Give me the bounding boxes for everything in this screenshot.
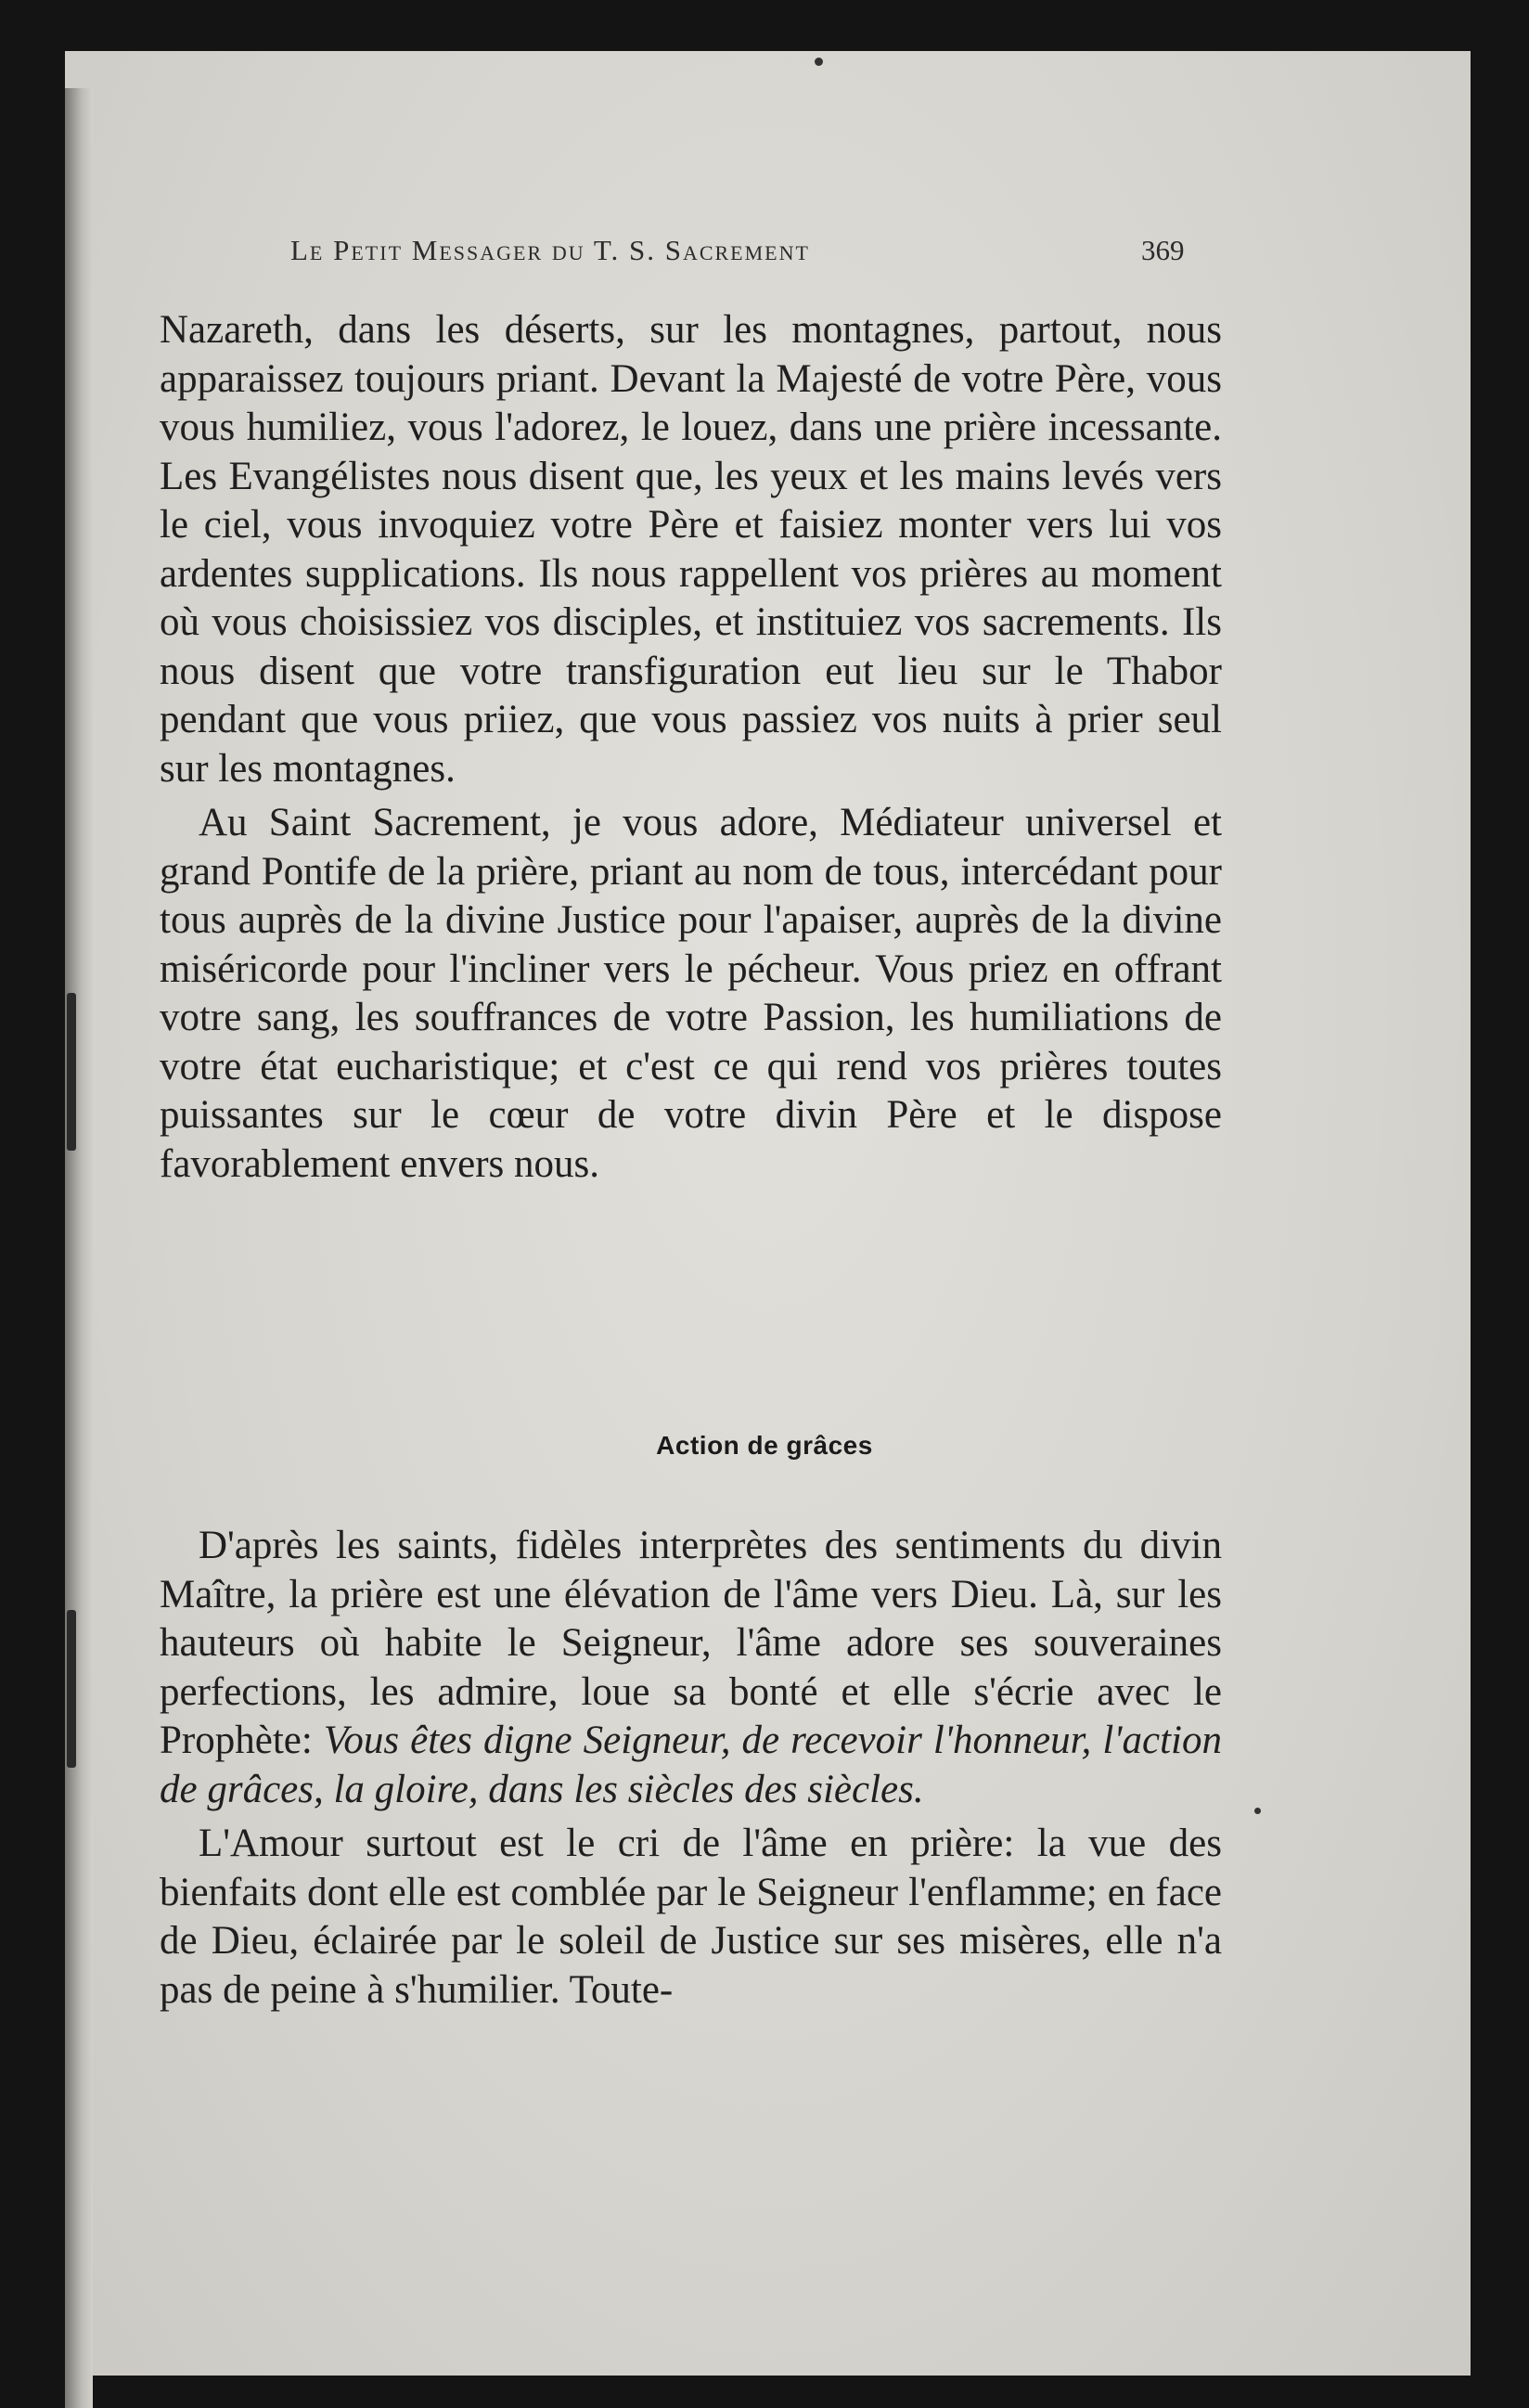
text-block-bottom — [160, 1522, 1222, 2015]
italic-quote: Vous êtes digne Seigneur, de recevoir l'honneur, l'action de grâces, la gloire, dans les siècles des siècles. — [160, 1719, 1222, 1811]
binding-staple-top — [67, 993, 76, 1151]
section-heading: Action de grâces — [656, 1431, 873, 1460]
page-number: 369 — [1141, 234, 1185, 266]
binding-staple-bottom — [67, 1610, 76, 1768]
page-binding-edge — [65, 88, 93, 2408]
paragraph-text: D'après les saints, fidèles interprètes des sentiments du divin Maître, la prière est une élévation de l'âme vers Dieu. Là, sur les hauteurs où habite le Seigneur, l'âme adore ses souveraines perfections, les admire, loue sa bonté et elle s'écrie avec le Prophète: — [160, 1524, 1222, 1762]
paragraph: Nazareth, dans les déserts, sur les montagnes, partout, nous apparaissez toujours priant. Devant la Majesté de votre Père, vous vous humiliez, vous l'adorez, le louez, dans une prière incessante. Les Evangélistes nous disent que, les yeux et les mains levés vers le ciel, vous invoquiez votre Père et faisiez monter vers lui vos ardentes supplications. Ils nous rappellent vos prières au moment où vous choisissiez vos disciples, et instituiez vos sacrements. Ils nous disent que votre transfiguration eut lieu sur le Thabor pendant que vous priiez, que vous passiez vos nuits à prier seul sur les montagnes. — [160, 308, 1222, 791]
text-block-top — [160, 306, 1222, 1189]
running-title: Le Petit Messager du T. S. Sacrement — [290, 234, 810, 266]
paragraph: Au Saint Sacrement, je vous adore, Médiateur universel et grand Pontife de la prière, priant au nom de tous, intercédant pour tous auprès de la divine Justice pour l'apaiser, auprès de la divine miséricorde pour l'incliner vers le pécheur. Vous priez en offrant votre sang, les souffrances de votre Passion, les humiliations de votre état eucharistique; et c'est ce qui rend vos prières toutes puissantes sur le cœur de votre divin Père et le dispose favorablement envers nous. — [160, 801, 1222, 1186]
print-speck — [1254, 1808, 1261, 1814]
print-speck — [815, 58, 823, 66]
paragraph — [160, 1522, 1222, 1814]
paragraph: L'Amour surtout est le cri de l'âme en prière: la vue des bienfaits dont elle est comblée par le Seigneur l'enflamme; en face de Dieu, éclairée par le soleil de Justice sur ses misères, elle n'a pas de peine à s'humilier. Toute- — [160, 1822, 1222, 2012]
